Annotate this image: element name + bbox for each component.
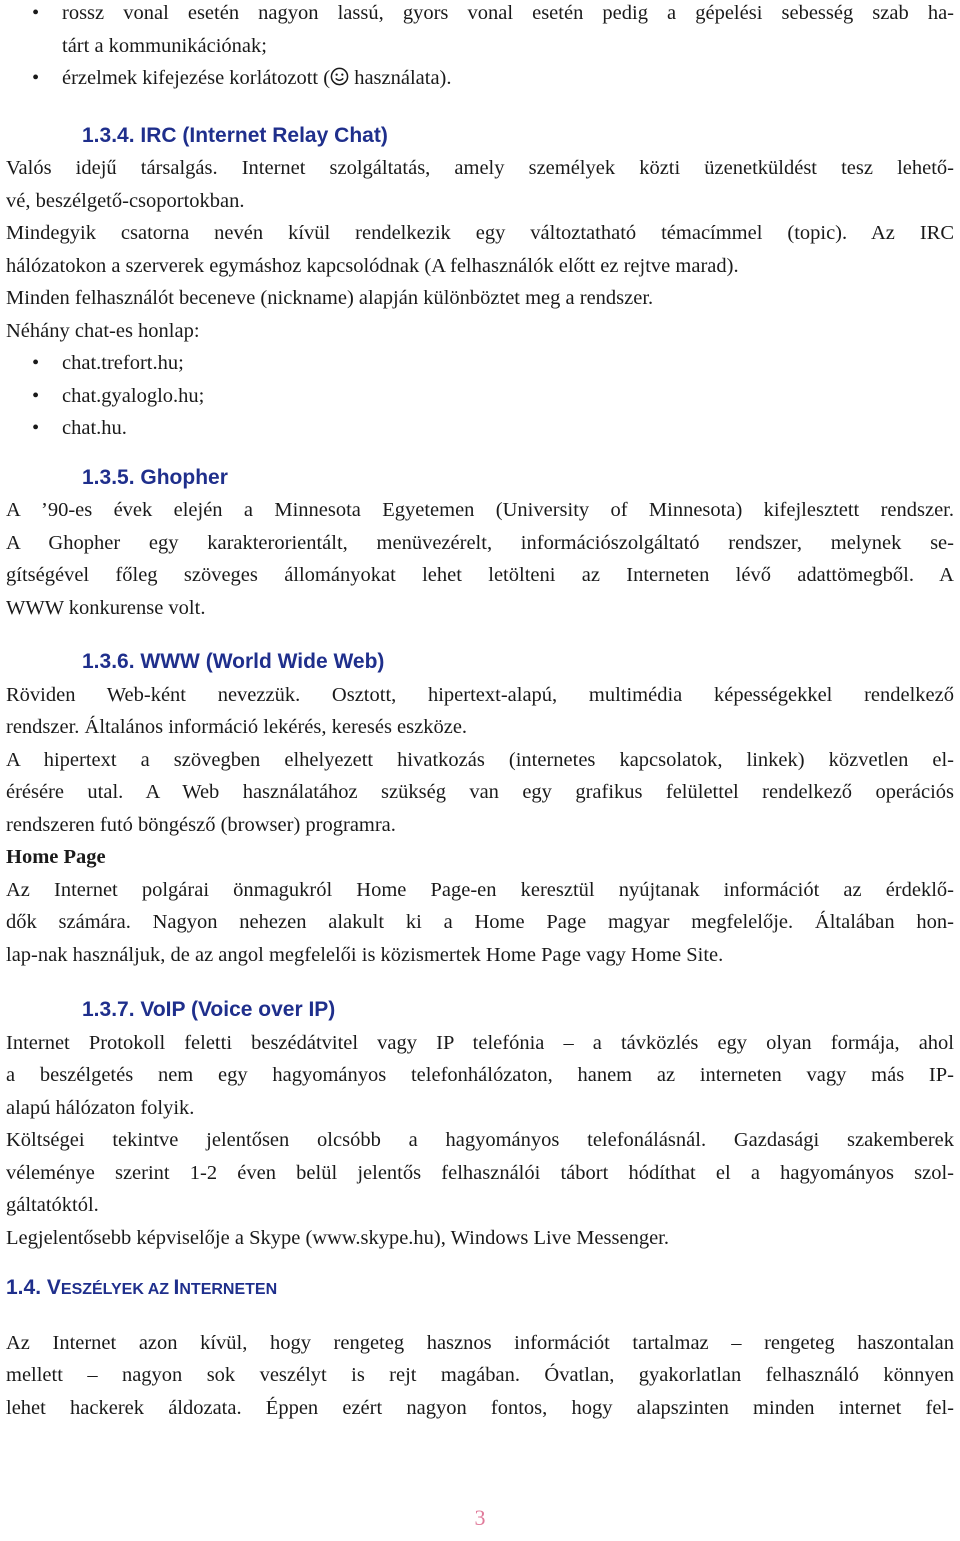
paragraph-line: Legjelentősebb képviselője a Skype (www.skype.hu), Windows Live Messenger. xyxy=(6,1226,670,1249)
paragraph-line: Valós idejű társalgás. Internet szolgáltatás, amely személyek közti üzenetküldést tesz lehető- xyxy=(6,157,954,179)
paragraph-line: a beszélgetés nem egy hagyományos telefonhálózaton, hanem az interneten vagy más IP- xyxy=(6,1064,954,1086)
paragraph-line: A hipertext a szövegben elhelyezett hivatkozás (internetes kapcsolatok, linkek) közvetlen el- xyxy=(6,748,954,771)
section-heading-voip: 1.3.7. VoIP (Voice over IP) xyxy=(82,998,336,1021)
paragraph-line: A Ghopher egy karakterorientált, menüvezérelt, információszolgáltató rendszer, melynek se- xyxy=(6,531,954,554)
paragraph-line: Internet Protokoll feletti beszédátvitel vagy IP telefónia – a távközlés egy olyan formája, ahol xyxy=(6,1031,954,1054)
section-heading-ghopher: 1.3.5. Ghopher xyxy=(82,465,228,489)
list-item: • chat.hu. xyxy=(32,417,127,439)
paragraph-line: gáltatóktól. xyxy=(6,1194,99,1216)
list-item: • chat.trefort.hu; xyxy=(32,352,184,374)
paragraph-line: vé, beszélgető-csoportokban. xyxy=(6,189,245,212)
paragraph-line: A ’90-es évek elején a Minnesota Egyetemen (University of Minnesota) kifejlesztett rendszer. xyxy=(6,499,954,521)
paragraph-line: lap-nak használjuk, de az angol megfelelői is közismertek Home Page vagy Home Site. xyxy=(6,943,724,966)
paragraph-line: Mindegyik csatorna nevén kívül rendelkezik egy változtatható témacímmel (topic). Az IRC xyxy=(6,222,954,244)
paragraph-line: mellett – nagyon sok veszélyt is rejt magában. Óvatlan, gyakorlatlan felhasználó könnyen xyxy=(6,1364,954,1386)
paragraph-line: Minden felhasználót beceneve (nickname) alapján különböztet meg a rendszer. xyxy=(6,287,654,309)
list-item: • érzelmek kifejezése korlátozott ( használata). xyxy=(32,67,452,89)
bullet-list-limitations xyxy=(6,0,954,95)
page-number: 3 xyxy=(474,1505,486,1530)
paragraph-line: WWW konkurense volt. xyxy=(6,596,206,619)
paragraph-line: Röviden Web-ként nevezzük. Osztott, hipertext-alapú, multimédia képességekkel rendelkező xyxy=(6,683,954,706)
paragraph-line: alapú hálózaton folyik. xyxy=(6,1096,195,1119)
paragraph-line: dők számára. Nagyon nehezen alakult ki a Home Page magyar megfelelője. Általában hon- xyxy=(6,911,954,933)
paragraph-line: rendszeren futó böngésző (browser) programra. xyxy=(6,813,396,836)
section-heading-www: 1.3.6. WWW (World Wide Web) xyxy=(82,650,385,673)
section-heading-dangers: 1.4. VESZÉLYEK AZ INTERNETEN xyxy=(6,1276,278,1299)
paragraph-line: Néhány chat-es honlap: xyxy=(6,319,200,342)
smiley-icon xyxy=(330,67,349,86)
paragraph-line: hálózatokon a szerverek egymáshoz kapcsolódnak (A felhasználók előtt ez rejtve marad). xyxy=(6,254,739,277)
paragraph-line: Az Internet polgárai önmagukról Home Page-en keresztül nyújtanak információt az érdeklő- xyxy=(6,878,954,901)
paragraph-line: véleménye szerint 1-2 éven belül jelentős felhasználói tábort hódíthat el a hagyományos szol- xyxy=(6,1161,954,1184)
subheading-home-page: Home Page xyxy=(6,846,106,868)
paragraph-line: Az Internet azon kívül, hogy rengeteg hasznos információt tartalmaz – rengeteg haszontalan xyxy=(6,1331,954,1354)
list-item: • rossz vonal esetén nagyon lassú, gyors vonal esetén pedig a gépelési sebesség szab ha- xyxy=(32,2,954,24)
paragraph-line: Költségei tekintve jelentősen olcsóbb a hagyományos telefonálásnál. Gazdasági szakemberek xyxy=(6,1129,954,1151)
paragraph-line: lehet hackerek áldozata. Éppen ezért nagyon fontos, hogy alapszinten minden internet fel- xyxy=(6,1396,954,1419)
list-item: • chat.gyaloglo.hu; xyxy=(32,384,205,407)
paragraph-line: gítségével főleg szöveges állományokat lehet letölteni az Interneten lévő adattömegből. A xyxy=(6,564,954,586)
bullet-list-chat-sites xyxy=(6,347,954,445)
paragraph-line: érésére utal. A Web használatához szükség van egy grafikus felülettel rendelkező operációs xyxy=(6,781,954,803)
paragraph-line: rendszer. Általános információ lekérés, keresés eszköze. xyxy=(6,716,468,738)
list-item: tárt a kommunikációnak; xyxy=(62,34,267,57)
section-heading-irc: 1.3.4. IRC (Internet Relay Chat) xyxy=(82,123,388,147)
